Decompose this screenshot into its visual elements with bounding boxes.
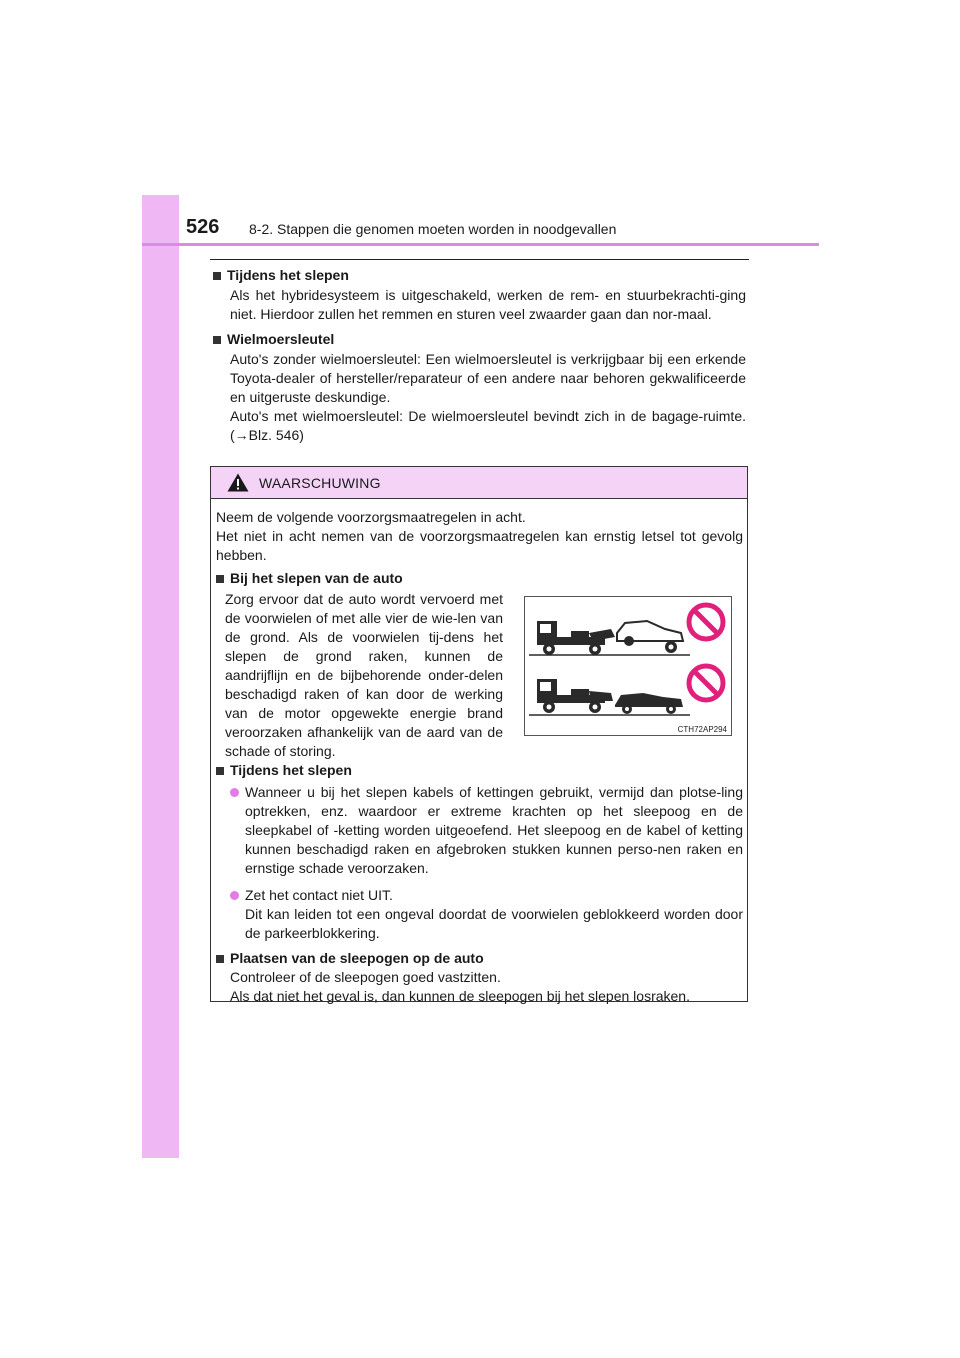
- warning-intro: Het niet in acht nemen van de voorzorgsmaatregelen kan ernstig letsel tot gevolg hebben.: [216, 528, 743, 563]
- section-body: Auto's zonder wielmoersleutel: Een wielmoersleutel is verkrijgbaar bij een erkende Toyota-dealer of hersteller/reparateur of een andere naar behoren gekwalificeerde en uitgeruste deskundige.: [230, 351, 746, 405]
- square-bullet-icon: [216, 955, 224, 963]
- bullet-text: Dit kan leiden tot een ongeval doordat de voorwielen geblokkeerd worden door de parkeerblokkering.: [245, 906, 743, 941]
- warning-intro: Neem de volgende voorzorgsmaatregelen in acht.: [216, 509, 526, 525]
- square-bullet-icon: [213, 336, 221, 344]
- warning-box: [210, 466, 748, 1002]
- warning-body: [216, 508, 743, 588]
- round-bullet-icon: [230, 788, 239, 797]
- square-bullet-icon: [216, 575, 224, 583]
- section-heading: [213, 330, 746, 349]
- subheading-title: Plaatsen van de sleepogen op de auto: [230, 950, 484, 966]
- section-title: Tijdens het slepen: [227, 267, 349, 283]
- main-content: [213, 266, 746, 445]
- chapter-title: 8-2. Stappen die genomen moeten worden in noodgevallen: [249, 221, 617, 237]
- eyelet-text: Als dat niet het geval is, dan kunnen de sleepogen bij het slepen losraken.: [230, 988, 690, 1004]
- warning-subheading: [216, 569, 743, 588]
- bullet-text: Zet het contact niet UIT.: [245, 887, 393, 903]
- towing-text: Zorg ervoor dat de auto wordt vervoerd met de voorwielen of met alle vier de wie-len van de grond. Als de voorwielen tij-dens het slepen de grond raken, kunnen de aandrijflijn en de bijbehorende onder-delen beschadigd raken of kan door de werking van de motor opgewekte energie brand veroorzaken afhankelijk van de aard van de schade of storing.: [225, 591, 503, 759]
- warning-subheading: [216, 761, 743, 780]
- prohibition-icon: [686, 602, 726, 642]
- header-rule: [142, 243, 819, 246]
- section-title: Wielmoersleutel: [227, 331, 335, 347]
- subheading-title: Tijdens het slepen: [230, 762, 352, 778]
- page-number: 526: [186, 216, 220, 238]
- round-bullet-icon: [230, 891, 239, 900]
- prohibition-icon: [686, 663, 726, 703]
- bullet-item: [216, 783, 743, 878]
- square-bullet-icon: [216, 767, 224, 775]
- side-color-strip: [142, 195, 179, 1158]
- warning-title: WAARSCHUWING: [259, 474, 381, 491]
- warning-body-lower: [216, 757, 743, 1006]
- section-body: Als het hybridesysteem is uitgeschakeld, werken de rem- en stuurbekrachti-ging niet. Hierdoor zullen het remmen en sturen veel zwaarder gaan dan nor-maal.: [230, 287, 746, 322]
- warning-triangle-icon: [227, 473, 249, 492]
- eyelet-text: Controleer of de sleepogen goed vastzitten.: [230, 969, 501, 985]
- warning-header: [211, 467, 747, 499]
- section-body: Auto's met wielmoersleutel: De wielmoersleutel bevindt zich in de bagage-ruimte. (→Blz. 546): [230, 408, 746, 443]
- section-heading: [213, 266, 746, 285]
- bullet-item: [216, 886, 743, 943]
- warning-subheading: [216, 949, 743, 968]
- figure-code: CTH72AP294: [677, 725, 727, 734]
- towing-illustration: [524, 596, 732, 736]
- square-bullet-icon: [213, 272, 221, 280]
- section-divider: [210, 259, 749, 260]
- bullet-text: Wanneer u bij het slepen kabels of kettingen gebruikt, vermijd dan plotse-ling optrekken, enz. waardoor er extreme krachten op het sleepoog en de sleepkabel of -ketting worden uitgeoefend. Het sleepoog en de kabel of ketting kunnen beschadigd raken en afgebroken stukken kunnen perso-nen raken en ernstige schade veroorzaken.: [245, 784, 743, 876]
- subheading-title: Bij het slepen van de auto: [230, 570, 403, 586]
